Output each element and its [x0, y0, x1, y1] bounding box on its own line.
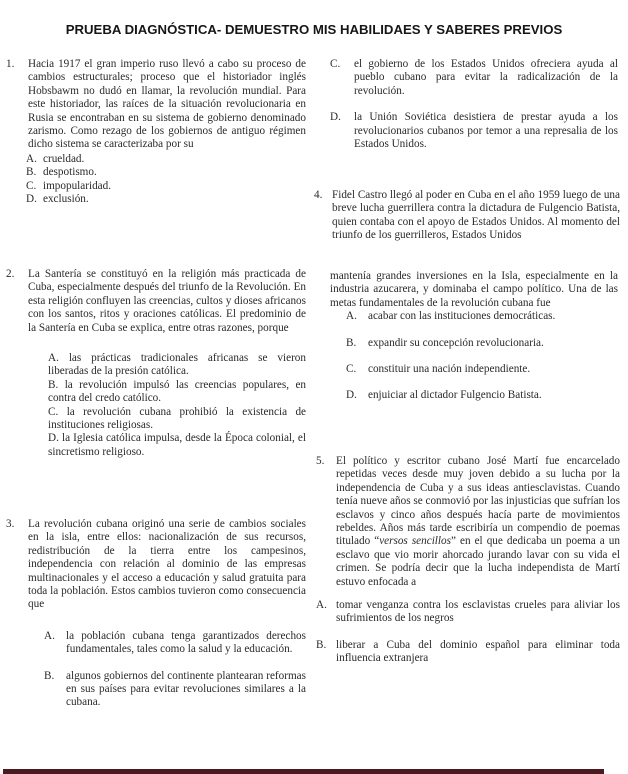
option-letter: D. [346, 389, 357, 402]
option-b[interactable] [26, 166, 306, 179]
option-letter: A. [346, 310, 357, 323]
question-number: 5. [316, 455, 325, 467]
question-number: 3. [6, 518, 15, 530]
option-b[interactable] [346, 337, 618, 350]
option-text: despotismo. [43, 166, 97, 179]
option-letter: B. [316, 638, 327, 651]
question-stem [316, 455, 620, 589]
question-text: La revolución cubana originó una serie de cambios sociales en la isla, entre ellos: nacionalización de sus recursos, redistribución de la tierra entre los campesinos, independencia con relación al dominio de las empresas multinacionales y el acceso a educación y salud gratuita para toda la población. Estos cambios tuvieron como consecuencia que [28, 518, 306, 611]
option-d[interactable] [346, 389, 618, 402]
option-d[interactable] [330, 111, 618, 151]
option-b[interactable] [316, 639, 620, 666]
option-letter: C. [26, 179, 37, 192]
question-text: Fidel Castro llegó al poder en Cuba en el año 1959 luego de una breve lucha guerrillera contra la dictadura de Fulgencio Batista, quien contaba con el apoyo de Estados Unidos. Al momento del triunfo de los guerrilleros, Estados Unidos [332, 189, 620, 242]
option-c[interactable] [330, 58, 618, 98]
option-d[interactable] [26, 193, 306, 206]
option-letter: D. [48, 432, 59, 445]
question-number: 1. [6, 58, 15, 70]
poem-title: versos sencillos [379, 535, 451, 548]
option-text: enjuiciar al dictador Fulgencio Batista. [368, 389, 542, 402]
option-text: acabar con las instituciones democráticas. [368, 310, 556, 323]
question-stem [314, 189, 620, 243]
option-letter: A. [44, 629, 55, 642]
option-letter: B. [346, 336, 357, 349]
question-1 [6, 58, 306, 206]
question-4 [314, 189, 620, 243]
footer-divider [3, 769, 604, 774]
question-stem [6, 58, 306, 152]
options-list [44, 630, 306, 710]
option-text: crueldad. [43, 152, 85, 165]
option-text: el gobierno de los Estados Unidos ofreciera ayuda al pueblo cubano para evitar la radicalización de la revolución. [354, 58, 618, 97]
option-letter: C. [346, 363, 357, 376]
option-letter: B. [44, 669, 55, 682]
question-4-continued [330, 270, 618, 403]
option-a[interactable] [48, 352, 306, 379]
option-a[interactable] [316, 599, 620, 626]
option-c[interactable] [26, 180, 306, 193]
option-a[interactable] [44, 630, 306, 657]
question-2 [6, 268, 306, 459]
option-c[interactable] [48, 406, 306, 433]
question-stem [6, 518, 306, 612]
question-text: La Santería se constituyó en la religión más practicada de Cuba, especialmente después del triunfo de la Revolución. En esta religión confluyen las creencias, cultos y dioses africanos con los santos, ritos y oraciones católicas. El predominio de la Santería en Cuba se explica, entre otras razones, porque [28, 268, 306, 334]
question-3 [6, 518, 306, 710]
option-text: las prácticas tradicionales africanas se vieron liberadas de la presión católica. [48, 352, 306, 378]
option-text: constituir una nación independiente. [368, 363, 531, 376]
option-text: tomar venganza contra los esclavistas crueles para aliviar los sufrimientos de los negros [336, 599, 620, 625]
option-text: la revolución cubana prohibió la existencia de instituciones religiosas. [48, 405, 307, 432]
question-text-after: ” en el que dedicaba un poema a un esclavo que vio morir ahorcado jurando lavar con su vida el crimen. Se podría decir que la lucha independista de Martí estuvo enfocada a [336, 535, 620, 588]
option-letter: B. [26, 166, 37, 179]
option-text: algunos gobiernos del continente plantearan reformas en sus países para evitar revoluciones similares a la cubana. [66, 669, 306, 709]
option-letter: C. [330, 58, 341, 70]
option-letter: D. [330, 111, 341, 124]
options-list [346, 310, 618, 403]
option-c[interactable] [346, 363, 618, 376]
option-text: la población cubana tenga garantizados derechos fundamentales, tales como la salud y la educación. [66, 629, 306, 656]
page-title: PRUEBA DIAGNÓSTICA- DEMUESTRO MIS HABILIDAES Y SABERES PREVIOS [65, 22, 563, 37]
question-text: Hacia 1917 el gran imperio ruso llevó a cabo su proceso de cambios estructurales; proceso que el historiador inglés Hobsbawm no dudó en llamar, la revolución mundial. Para este historiador, las raíces de la situación revolucionaria en Rusia se encontraban en su sistema de gobierno denominado zarismo. Como rezago de los gobiernos de antiguo régimen dicho sistema se caracterizaba por su [28, 58, 306, 151]
option-b[interactable] [48, 379, 306, 406]
question-5 [316, 455, 620, 666]
question-number: 4. [314, 189, 323, 201]
option-letter: B. [48, 378, 59, 391]
option-text: exclusión. [43, 193, 89, 206]
question-stem [6, 268, 306, 335]
option-letter: C. [48, 405, 59, 418]
option-text: impopularidad. [43, 179, 112, 192]
question-text-before: El político y escritor cubano José Martí fue encarcelado repetidas veces desde muy joven debido a su lucha por la independencia de Cuba y a sus ideas antiesclavistas. Cuando tenía nueve años se conmovió por las injusticias que sufrían los esclavos y cinco años después hacía parte de movimientos rebeldes. Años más tarde escribiría un compendio de poemas titulado “ [336, 455, 620, 548]
option-text: liberar a Cuba del dominio español para eliminar toda influencia extranjera [336, 638, 620, 665]
option-text: la revolución impulsó las creencias populares, en contra del credo católico. [48, 378, 307, 405]
option-d[interactable] [48, 432, 306, 459]
question-3-continued [330, 58, 618, 151]
option-letter: A. [48, 352, 59, 365]
option-letter: D. [26, 193, 37, 206]
options-list [26, 153, 306, 207]
question-text: mantenía grandes inversiones en la Isla, especialmente en la industria azucarera, y dominaba el campo político. Una de las metas fundamentales de la revolución cubana fue [330, 270, 618, 309]
option-a[interactable] [346, 310, 618, 323]
option-b[interactable] [44, 670, 306, 710]
option-text: la Unión Soviética desistiera de prestar ayuda a los revolucionarios cubanos por temor a una represalia de los Estados Unidos. [354, 111, 618, 151]
option-text: expandir su concepción revolucionaria. [368, 336, 544, 349]
option-text: la Iglesia católica impulsa, desde la Época colonial, el sincretismo religioso. [48, 432, 306, 458]
option-letter: A. [26, 152, 37, 165]
options-list [48, 352, 306, 459]
options-list [316, 599, 620, 666]
question-number: 2. [6, 268, 15, 280]
option-letter: A. [316, 599, 327, 612]
option-a[interactable] [26, 153, 306, 166]
